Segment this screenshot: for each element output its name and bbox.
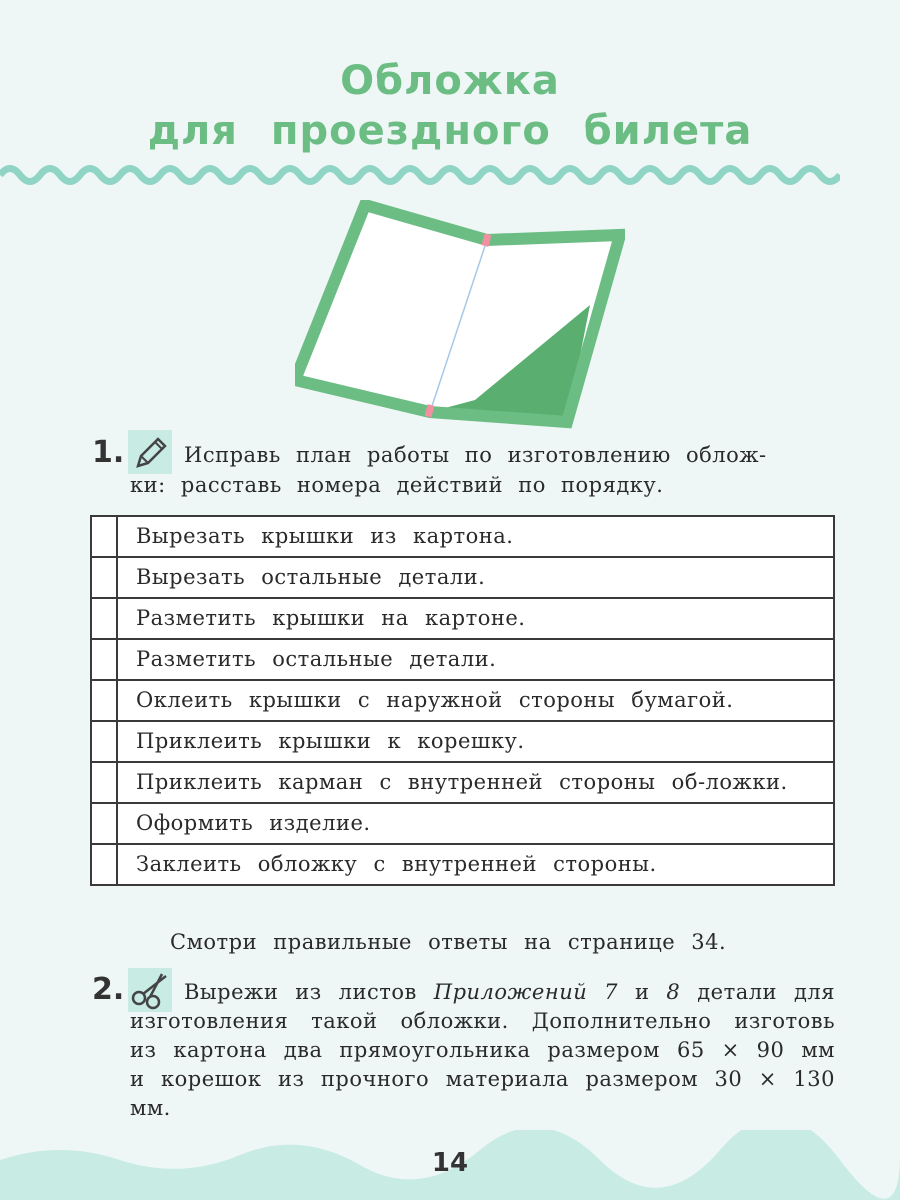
table-row bbox=[91, 639, 834, 680]
step-text: Оклеить крышки с наружной стороны бумагой. bbox=[117, 680, 834, 721]
order-number-cell[interactable] bbox=[91, 598, 117, 639]
answers-reference: Смотри правильные ответы на странице 34. bbox=[170, 930, 727, 954]
page-title-line1: Обложка bbox=[340, 58, 560, 104]
order-number-cell[interactable] bbox=[91, 639, 117, 680]
pencil-icon bbox=[128, 430, 172, 474]
order-number-cell[interactable] bbox=[91, 557, 117, 598]
task1-number: 1. bbox=[92, 435, 125, 470]
task1-instruction-line1: Исправь план работы по изготовлению облож- bbox=[184, 443, 767, 467]
step-text: Заклеить обложку с внутренней стороны. bbox=[117, 844, 834, 885]
task2-instruction: Вырежи из листов Приложений 7 и 8 детали для изготовления такой обложки. Дополнительно изготовь из картона два прямоугольника размером 65 × 90 мм и корешок из прочного материала размером 30 × 130 мм. bbox=[130, 980, 835, 1120]
table-row bbox=[91, 598, 834, 639]
table-row bbox=[91, 762, 834, 803]
page-title-line2: для проездного билета bbox=[147, 108, 753, 154]
work-plan-table bbox=[90, 515, 835, 886]
step-text: Разметить крышки на картоне. bbox=[117, 598, 834, 639]
step-text: Приклеить карман с внутренней стороны об-ложки. bbox=[117, 762, 834, 803]
table-row bbox=[91, 557, 834, 598]
table-row bbox=[91, 721, 834, 762]
step-text: Оформить изделие. bbox=[117, 803, 834, 844]
task1-instruction-line2: ки: расставь номера действий по порядку. bbox=[130, 473, 664, 497]
order-number-cell[interactable] bbox=[91, 844, 117, 885]
task1-instruction bbox=[130, 440, 834, 500]
order-number-cell[interactable] bbox=[91, 721, 117, 762]
step-text: Разметить остальные детали. bbox=[117, 639, 834, 680]
ticket-cover-illustration bbox=[295, 200, 625, 430]
order-number-cell[interactable] bbox=[91, 680, 117, 721]
table-row bbox=[91, 516, 834, 557]
task2-number: 2. bbox=[92, 972, 125, 1007]
table-row bbox=[91, 803, 834, 844]
step-text: Вырезать остальные детали. bbox=[117, 557, 834, 598]
order-number-cell[interactable] bbox=[91, 516, 117, 557]
page-number: 14 bbox=[431, 1148, 469, 1178]
table-row bbox=[91, 844, 834, 885]
step-text: Приклеить крышки к корешку. bbox=[117, 721, 834, 762]
table-row bbox=[91, 680, 834, 721]
order-number-cell[interactable] bbox=[91, 803, 117, 844]
decorative-wave-divider bbox=[0, 158, 840, 192]
order-number-cell[interactable] bbox=[91, 762, 117, 803]
step-text: Вырезать крышки из картона. bbox=[117, 516, 834, 557]
